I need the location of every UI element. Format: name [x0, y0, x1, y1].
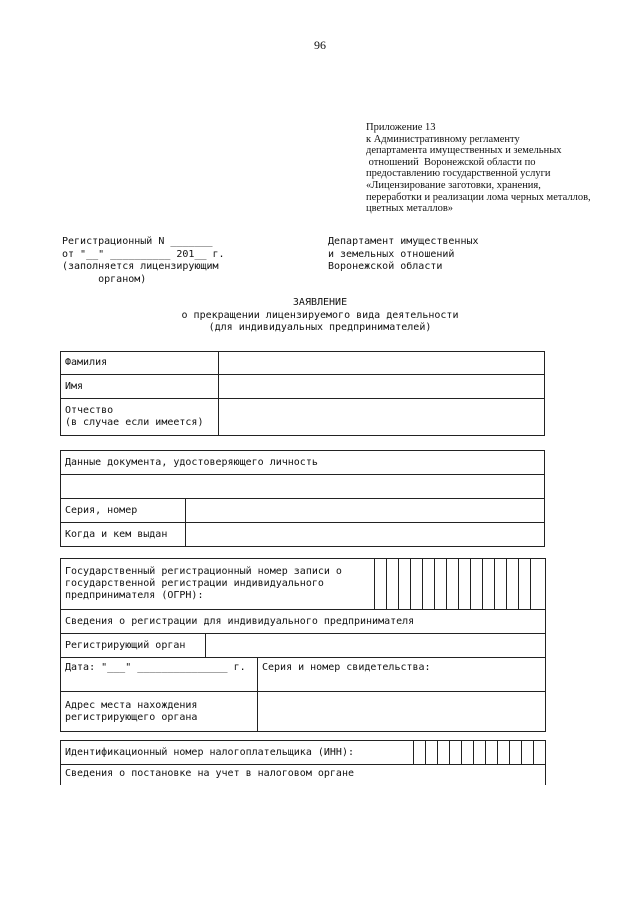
page-number: 96 [314, 38, 326, 52]
registration-date: от "__" __________ 201__ г. [62, 248, 225, 260]
patronymic-label [61, 399, 219, 436]
identity-header: Данные документа, удостоверяющего личность [61, 451, 545, 475]
identity-extra-field[interactable] [61, 475, 545, 499]
ogrn-digit-cell[interactable] [519, 559, 531, 610]
appendix-block [366, 122, 616, 215]
date-field[interactable]: Дата: "___" _______________ г. [61, 658, 258, 692]
inn-digit-cell[interactable] [450, 741, 462, 765]
ogrn-digit-cell[interactable] [411, 559, 423, 610]
surname-field[interactable] [219, 352, 545, 375]
registration-note: органом) [62, 273, 147, 285]
ogrn-digit-cell[interactable] [387, 559, 399, 610]
tax-table [60, 740, 546, 785]
department-block [328, 236, 479, 274]
surname-label: Фамилия [61, 352, 219, 375]
department-line: Воронежской области [328, 261, 443, 272]
inn-digit-cell[interactable] [534, 741, 546, 765]
ogrn-text: предпринимателя (ОГРН): [65, 590, 204, 601]
registration-table [60, 558, 546, 732]
name-field[interactable] [219, 375, 545, 399]
title-subtitle: (для индивидуальных предпринимателей) [208, 322, 432, 333]
address-text: регистрирующего органа [65, 711, 198, 723]
appendix-line: цветных металлов» [366, 203, 454, 215]
inn-digit-cell[interactable] [462, 741, 474, 765]
certificate-field[interactable]: Серия и номер свидетельства: [258, 658, 546, 692]
inn-digit-cell[interactable] [510, 741, 522, 765]
department-line: Департамент имущественных [328, 236, 479, 247]
inn-digit-cell[interactable] [426, 741, 438, 765]
ogrn-digit-cell[interactable] [435, 559, 447, 610]
ogrn-digit-cell[interactable] [471, 559, 483, 610]
ogrn-digit-cell[interactable] [531, 559, 546, 610]
ogrn-digit-cell[interactable] [375, 559, 387, 610]
department-line: и земельных отношений [328, 248, 455, 260]
authority-label: Регистрирующий орган [61, 634, 206, 658]
ogrn-label [61, 559, 375, 610]
series-label: Серия, номер [61, 499, 186, 523]
address-label [61, 692, 258, 732]
title-heading: ЗАЯВЛЕНИЕ [292, 297, 348, 308]
registration-number: Регистрационный N _______ [62, 236, 213, 247]
appendix-line: переработки и реализации лома черных металлов, [366, 191, 591, 203]
title-subtitle: о прекращении лицензируемого вида деятельности [181, 309, 459, 321]
registration-block [62, 236, 225, 286]
identity-table [60, 450, 545, 547]
appendix-line: Приложение 13 [366, 122, 436, 133]
inn-digit-cell[interactable] [438, 741, 450, 765]
appendix-line: к Административному регламенту [366, 133, 520, 145]
issued-label: Когда и кем выдан [61, 523, 186, 547]
inn-digit-cell[interactable] [522, 741, 534, 765]
ogrn-digit-cell[interactable] [399, 559, 411, 610]
appendix-line: отношений Воронежской области по [366, 156, 536, 168]
appendix-line: департамента имущественных и земельных [366, 145, 562, 157]
form-title [0, 297, 640, 335]
person-table [60, 351, 545, 436]
address-field[interactable] [258, 692, 546, 732]
ogrn-text: Государственный регистрационный номер записи о [65, 566, 342, 577]
patronymic-note: (в случае если имеется) [65, 417, 204, 428]
registration-header: Сведения о регистрации для индивидуального предпринимателя [61, 610, 546, 634]
ogrn-digit-cell[interactable] [483, 559, 495, 610]
inn-digit-cell[interactable] [498, 741, 510, 765]
tax-registration-label: Сведения о постановке на учет в налоговом органе [61, 765, 546, 785]
patronymic-field[interactable] [219, 399, 545, 436]
inn-digit-cell[interactable] [414, 741, 426, 765]
inn-digit-cell[interactable] [474, 741, 486, 765]
inn-label: Идентификационный номер налогоплательщика (ИНН): [61, 741, 414, 765]
appendix-line: предоставлению государственной услуги [366, 168, 551, 180]
registration-note: (заполняется лицензирующим [62, 261, 219, 272]
appendix-line: «Лицензирование заготовки, хранения, [366, 179, 541, 191]
authority-field[interactable] [206, 634, 546, 658]
address-text: Адрес места нахождения [65, 699, 198, 711]
name-label: Имя [61, 375, 219, 399]
patronymic-text: Отчество [65, 405, 114, 416]
ogrn-text: государственной регистрации индивидуального [65, 578, 324, 589]
ogrn-digit-cell[interactable] [459, 559, 471, 610]
inn-digit-cell[interactable] [486, 741, 498, 765]
ogrn-digit-cell[interactable] [447, 559, 459, 610]
ogrn-digit-cell[interactable] [495, 559, 507, 610]
ogrn-digit-cell[interactable] [507, 559, 519, 610]
issued-field[interactable] [186, 523, 545, 547]
series-field[interactable] [186, 499, 545, 523]
ogrn-digit-cell[interactable] [423, 559, 435, 610]
